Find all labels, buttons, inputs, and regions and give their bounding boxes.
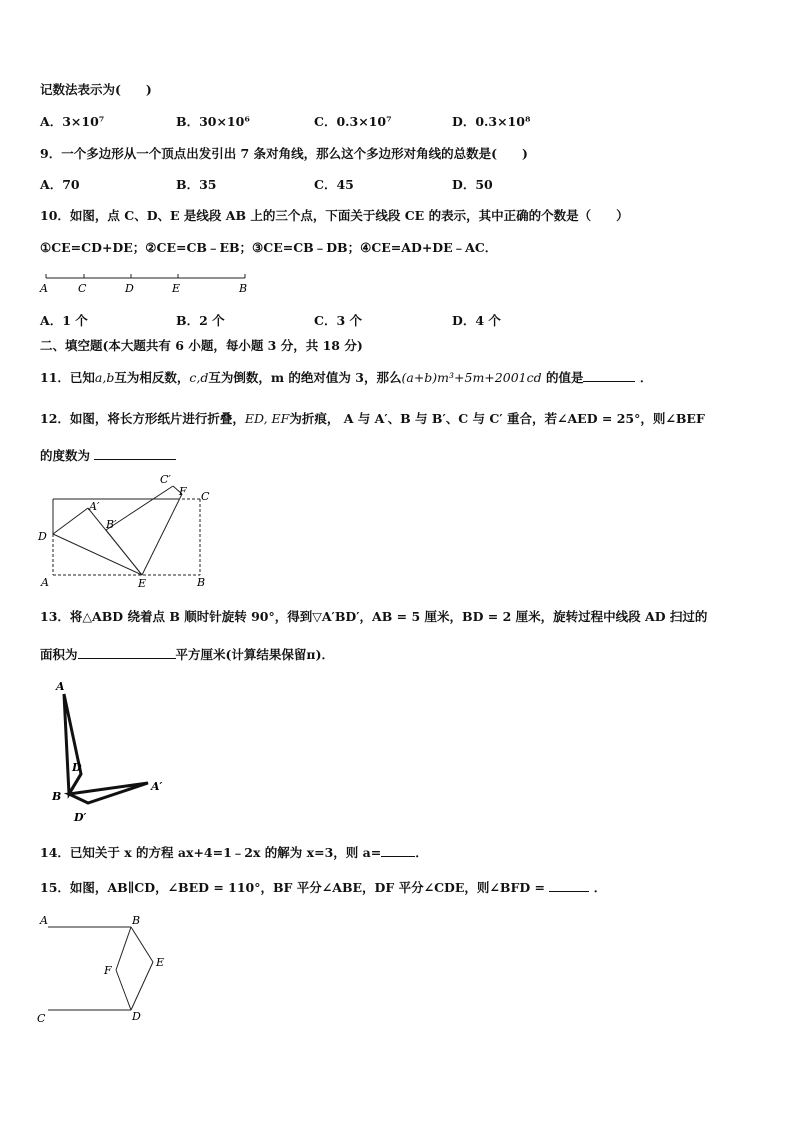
q12-stem-line2 (40, 447, 176, 464)
q10-option-d: D．4 个 (452, 313, 501, 328)
label-d: D (132, 1010, 141, 1023)
q9-option-c: C．45 (314, 177, 354, 192)
q10-option-b: B．2 个 (176, 313, 225, 328)
q14-prefix: 14．已知关于 x 的方程 ax+4=1﹣2x 的解为 x=3，则 a= (40, 845, 382, 860)
label-d: D (72, 761, 82, 774)
label-b: B (52, 790, 62, 803)
q10-segment-figure (38, 268, 258, 298)
label-c-prime: C′ (160, 473, 171, 486)
q11-suffix: 的值是 (545, 370, 584, 385)
q12-pairs: A 与 A′、B 与 B′、C 与 C′ 重合，若∠AED = 25°，则∠BEF (343, 411, 705, 426)
q11-ab: a,b (94, 370, 115, 385)
q14-stem (40, 844, 428, 861)
point-label-a: A (40, 282, 48, 295)
q15-parallel-figure (36, 910, 186, 1025)
label-f: F (179, 485, 187, 498)
q8-option-a: A．3×10⁷ (40, 114, 105, 129)
q8-option-c: C．0.3×10⁷ (314, 114, 392, 129)
q12-prefix: 12．如图，将长方形纸片进行折叠， (40, 411, 245, 426)
label-d-prime: D′ (74, 811, 87, 824)
label-a: A (56, 680, 65, 693)
q12-stem-line1 (40, 411, 705, 427)
q9-stem: 9．一个多边形从一个顶点出发引出 7 条对角线，那么这个多边形对角线的总数是( ) (40, 146, 528, 161)
q11-prefix: 11．已知 (40, 370, 95, 385)
q14-answer-blank[interactable] (381, 844, 415, 857)
label-a-prime: A′ (89, 500, 100, 513)
q15-suffix: ． (593, 880, 607, 895)
q12-folds: ED, EF (244, 411, 290, 426)
q12-answer-blank[interactable] (94, 447, 176, 460)
point-label-b: B (239, 282, 248, 295)
q10-option-a: A．1 个 (40, 313, 88, 328)
q13-line2-prefix: 面积为 (40, 647, 78, 662)
q10-statements: ①CE=CD+DE；②CE=CB﹣EB；③CE=CB﹣DB；④CE=AD+DE﹣AC． (40, 240, 498, 255)
q11-stem (40, 369, 652, 386)
q11-expression: (a+b)m³+5m+2001cd (401, 370, 542, 385)
q13-rotation-figure (48, 676, 188, 826)
label-e: E (138, 577, 147, 590)
q14-suffix: ． (415, 845, 428, 860)
q9-option-d: D．50 (452, 177, 493, 192)
section-heading: 二、填空题(本大题共有 6 小题，每小题 3 分，共 18 分) (40, 338, 363, 353)
label-a-prime: A′ (151, 780, 163, 793)
label-a: A (41, 576, 49, 589)
q10-stem: 10．如图，点 C、D、E 是线段 AB 上的三个点，下面关于线段 CE 的表示，其中正确的个数是（ ） (40, 208, 629, 223)
q13-line2-suffix: 平方厘米(计算结果保留π)． (175, 647, 334, 662)
q9-option-b: B．35 (176, 177, 217, 192)
label-b: B (132, 914, 141, 927)
q9-option-a: A．70 (40, 177, 80, 192)
q11-mid2: 互为倒数，m 的绝对值为 3，那么 (208, 370, 402, 385)
q8-option-d: D．0.3×10⁸ (452, 114, 531, 129)
q15-answer-blank[interactable] (549, 879, 589, 892)
label-e: E (156, 956, 165, 969)
q11-end: ． (639, 370, 653, 385)
point-label-d: D (125, 282, 134, 295)
q13-stem-line2 (40, 646, 334, 663)
label-a: A (40, 914, 48, 927)
q15-stem (40, 879, 606, 896)
label-b: B (197, 576, 206, 589)
q13-stem-line1: 13．将△ABD 绕着点 B 顺时针旋转 90°，得到▽A′BD′，AB = 5 厘米，BD = 2 厘米，旋转过程中线段 AD 扫过的 (40, 609, 708, 624)
label-d: D (38, 530, 47, 543)
label-c: C (37, 1012, 46, 1025)
label-c: C (201, 490, 210, 503)
q12-fold-figure (36, 472, 226, 592)
q11-cd: c,d (189, 370, 209, 385)
q10-option-c: C．3 个 (314, 313, 362, 328)
q11-answer-blank[interactable] (583, 369, 635, 382)
label-b-prime: B′ (106, 518, 117, 531)
q8-option-b: B．30×10⁶ (176, 114, 250, 129)
point-label-c: C (78, 282, 87, 295)
q12-line2: 的度数为 (40, 448, 91, 463)
q15-prefix: 15．如图，AB∥CD，∠BED = 110°，BF 平分∠ABE，DF 平分∠CDE，则∠BFD = (40, 880, 545, 895)
point-label-e: E (172, 282, 181, 295)
q11-mid1: 互为相反数， (114, 370, 190, 385)
label-f: F (104, 964, 112, 977)
q13-answer-blank[interactable] (78, 646, 176, 659)
q8-stem-end: 记数法表示为( ) (40, 82, 152, 97)
q12-mid: 为折痕， (289, 411, 340, 426)
